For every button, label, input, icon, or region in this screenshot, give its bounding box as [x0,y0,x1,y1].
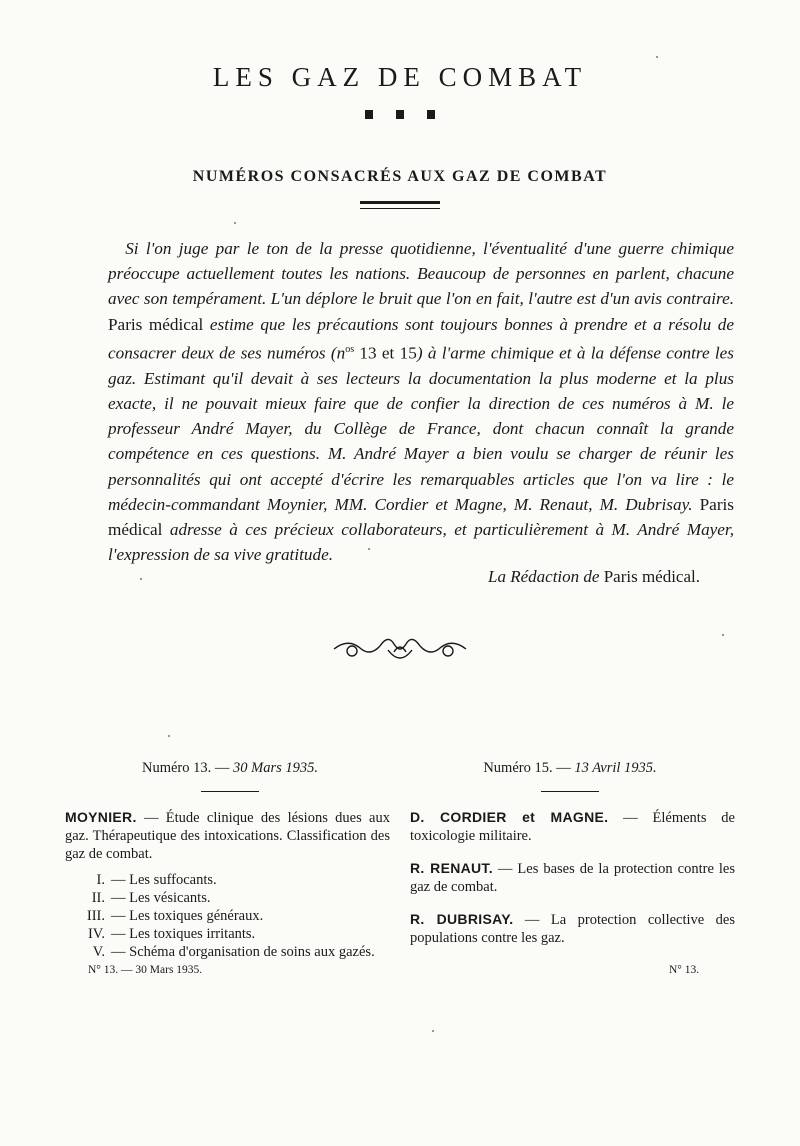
section-list [65,871,390,961]
section-title: — Les suffocants. [111,872,217,888]
section-item [65,907,390,925]
left-column [65,808,390,961]
article-author: D. CORDIER et MAGNE. [410,809,609,825]
left-issue-label: Numéro 13. — [141,760,233,776]
scan-speck [368,548,370,550]
journal-name: Paris médical [108,494,734,539]
intro-text-2: estime que les précautions sont toujours bonnes à prendre et a résolu de consacrer deux de ses numéros (n [108,314,734,363]
square-mark [396,110,404,119]
right-footer: N° 13. [669,964,700,976]
scan-speck [234,222,236,224]
scan-speck [656,56,658,58]
right-column [410,808,735,961]
right-column-rule [541,791,599,792]
intro-text-1: Si l'on juge par le ton de la presse quotidienne, l'éventualité d'une guerre chimique préoccupe actuellement toutes les nations. Beaucoup de personnes en parlent, chacune avec son tempérament. L'un déplore le bruit que l'on en fait, l'autre est d'un avis contraire. [108,239,734,309]
section-item [65,925,390,943]
signature [300,567,700,587]
scan-speck [722,634,724,636]
signature-prefix: La Rédaction de [488,567,604,586]
section-title: — Les toxiques irritants. [111,926,256,942]
scan-speck [140,578,142,580]
issue-numbers: 13 et 15 [354,343,417,363]
article-title: — Les bases de la protection contre les gaz de combat. [410,861,735,895]
section-number: III. [86,908,105,924]
section-number: II. [91,890,105,906]
square-mark [427,110,435,119]
section-heading: NUMÉROS CONSACRÉS AUX GAZ DE COMBAT [192,168,608,185]
left-issue-date: 30 Mars 1935. [233,760,318,776]
intro-text-4: adresse à ces précieux collaborateurs, et particulièrement à M. André Mayer, l'expression de sa vive gratitude. [108,519,734,565]
left-column-rule [201,791,259,792]
article-title: — La protection collective des populations contre les gaz. [410,912,735,946]
double-rule-divider [360,201,440,209]
signature-journal: Paris médical. [603,567,700,586]
section-title: — Les toxiques généraux. [111,908,264,924]
article-entry [410,859,735,896]
right-issue-date: 13 Avril 1935. [574,760,657,776]
right-issue-heading [420,760,720,777]
article-author: MOYNIER. [65,809,137,825]
article-entry [410,910,735,947]
square-mark [365,110,373,119]
journal-name: Paris médical [108,314,204,334]
article-title: — Étude clinique des lésions dues aux gaz. Thérapeutique des intoxications. Classification des gaz de combat. [65,810,390,862]
article-author: R. DUBRISAY. [410,911,514,927]
scan-speck [168,735,170,737]
left-issue-heading [80,760,380,777]
left-footer: N° 13. — 30 Mars 1935. [88,964,203,976]
title-ornament-squares [365,110,435,120]
article-title: — Éléments de toxicologie militaire. [410,810,735,844]
decorative-flourish-icon [330,630,470,668]
section-number: I. [96,872,105,888]
superscript-os: os [345,343,355,355]
article-entry [410,808,735,845]
intro-text-3: ) à l'arme chimique et à la défense contre les gaz. Estimant qu'il devait à ses lecteurs la documentation la plus moderne et la plus exacte, il ne pouvait mieux faire que de confier la direction de ces numéros à M. le professeur André Mayer, du Collège de France, dont chacun connaît la grande compétence en ces questions. M. André Mayer a bien voulu se charger de réunir les personnalités qui ont accepté d'écrire les remarquables articles que l'on va lire : le médecin-commandant Moynier, MM. Cordier et Magne, M. Renaut, M. Dubrisay. [108,343,734,514]
section-number: IV. [87,926,105,942]
section-number: V. [92,944,105,960]
section-item [65,889,390,907]
scan-speck [432,1030,434,1032]
section-item [65,943,390,961]
article-author: R. RENAUT. [410,860,493,876]
right-issue-label: Numéro 15. — [483,760,575,776]
article-entry [65,808,390,863]
intro-paragraph [108,236,734,567]
section-title: — Schéma d'organisation de soins aux gazés. [111,944,375,960]
page-title: LES GAZ DE COMBAT [212,62,588,92]
section-title: — Les vésicants. [111,890,211,906]
section-item [65,871,390,889]
